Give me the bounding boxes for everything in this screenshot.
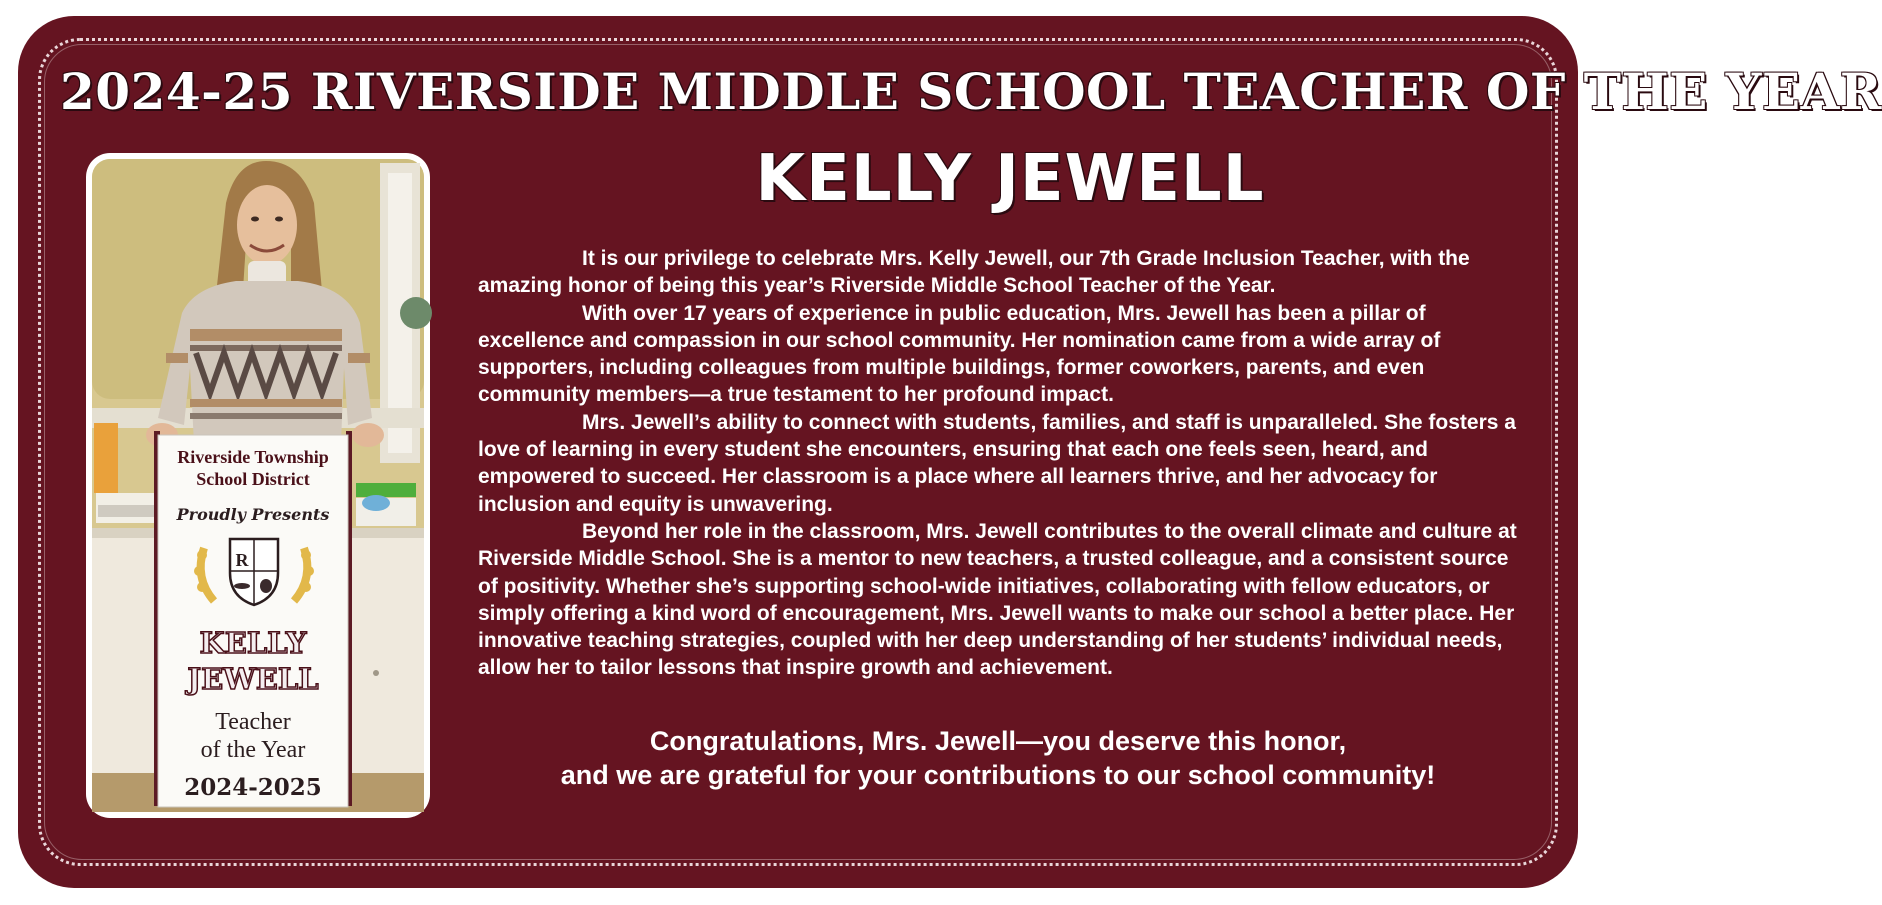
banner-presents: Proudly Presents [176,505,330,524]
teacher-photo [86,153,430,818]
banner-award-line2: of the Year [200,737,306,763]
award-headline: 2024-25 RIVERSIDE MIDDLE SCHOOL TEACHER OF THE YEAR [60,62,1882,121]
banner-district-line1: Riverside Township [177,447,329,467]
tribute-paragraph: With over 17 years of experience in public education, Mrs. Jewell has been a pillar of excellence and compassion in our school community. Her nomination came from a wide array of supporters, including colleagues from multiple buildings, former coworkers, parents, and even community members—a true testament to her profound impact. [478,301,1441,407]
banner-years: 2024-2025 [184,774,322,801]
teacher-name: KELLY JEWELL [755,142,1265,216]
banner-award-line1: Teacher [215,709,291,735]
tribute-paragraph: It is our privilege to celebrate Mrs. Kelly Jewell, our 7th Grade Inclusion Teacher, with the amazing honor of being this year’s Riverside Middle School Teacher of the Year. [478,247,1470,298]
closing-line-1: Congratulations, Mrs. Jewell—you deserve this honor, [649,726,1347,756]
tribute-paragraph: Mrs. Jewell’s ability to connect with students, families, and staff is unparalleled. She fosters a love of learning in every student she encounters, ensuring that each one feels seen, heard, and empowered to succeed. Her classroom is a place where all learners thrive, and her advocacy for inclusion and equity is unwavering. [478,410,1516,516]
tribute-text [478,245,1523,682]
banner-name-line1: KELLY [199,626,307,660]
banner-crest-letter: R [235,550,249,570]
closing-line-2: and we are grateful for your contributions to our school community! [560,760,1436,790]
tribute-paragraph: Beyond her role in the classroom, Mrs. Jewell contributes to the overall climate and culture at Riverside Middle School. She is a mentor to new teachers, a trusted colleague, and a consistent source of positivity. Whether she’s supporting school-wide initiatives, collaborating with fellow educators, or simply offering a kind word of encouragement, Mrs. Jewell wants to make our school a better place. Her innovative teaching strategies, coupled with her deep understanding of her students’ individual needs, allow her to tailor lessons that inspire growth and achievement. [478,519,1517,680]
banner-district-line2: School District [196,469,310,489]
closing-message [478,724,1518,792]
banner-name-line2: JEWELL [187,662,319,696]
